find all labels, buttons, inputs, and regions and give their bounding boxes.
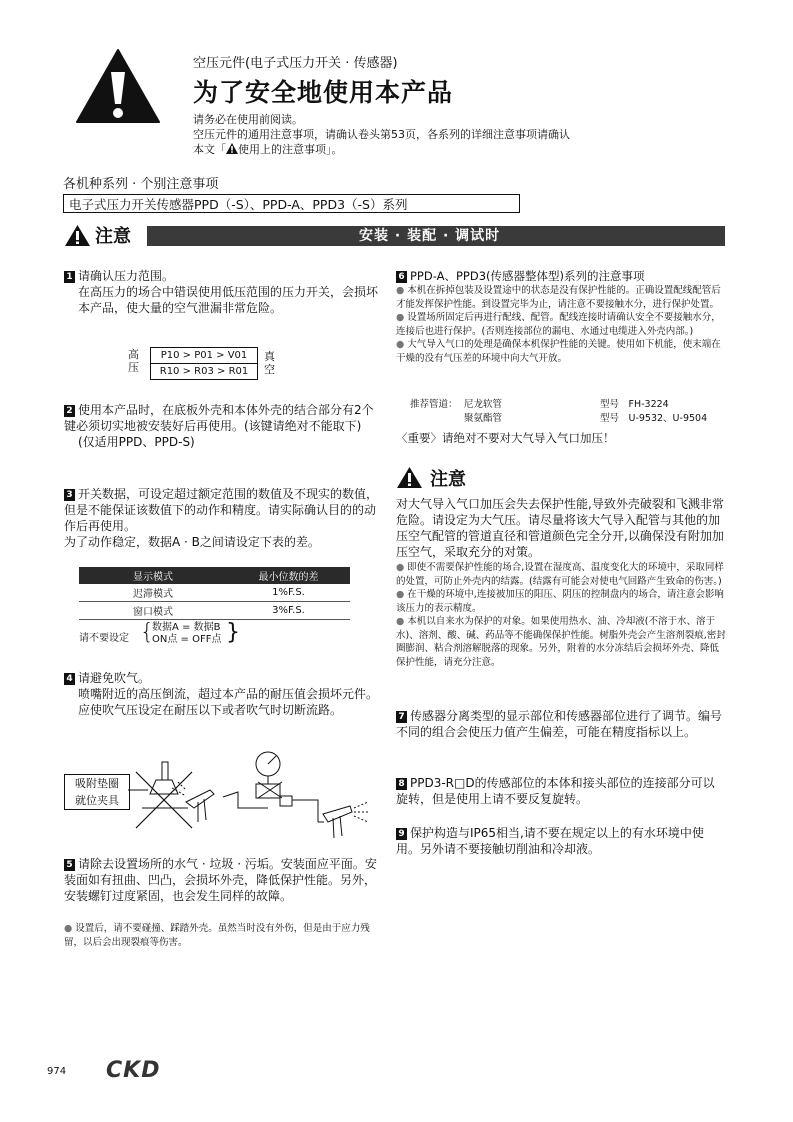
setting-values — [152, 622, 221, 646]
table-header-cell: 显示模式 — [133, 572, 173, 583]
item-9-body: 保护构造与IP65相当,请不要在规定以上的有水环境中使用。另外请不要接触切削油和冷却液。 — [396, 826, 704, 856]
important-note: 〈重要〉请绝对不要对大气导入气口加压！ — [396, 431, 615, 445]
item-6-bullet-1 — [396, 284, 726, 311]
table-cell: 1%F.S. — [272, 587, 305, 598]
item-8-number: 8 — [396, 778, 407, 790]
header-line1: 请务必在使用前阅读。 — [193, 113, 303, 126]
item-8 — [396, 775, 726, 807]
item-1-body: 在高压力的场合中错误使用低压范围的压力开关，会损坏本产品，使大量的空气泄漏非常危险。 — [78, 285, 379, 315]
item-9-number: 9 — [396, 828, 407, 840]
bullet-icon: ● — [396, 312, 405, 323]
header-line3a: 本文「 — [193, 143, 226, 156]
brand-logo: CKD — [106, 1058, 161, 1083]
item-1-left-label: 高压 — [128, 348, 139, 374]
bullet-icon: ● — [396, 285, 405, 296]
item-1 — [64, 268, 380, 316]
rec2-model: 型号 U-9532、U-9504 — [600, 413, 708, 424]
bullet-icon: ● — [396, 589, 405, 600]
setting-label: 请不要设定 — [79, 633, 129, 644]
figure-label-1: 吸附垫圈 — [75, 777, 119, 790]
table-row — [79, 584, 350, 602]
item-1-head: 请确认压力范围。 — [78, 269, 175, 283]
display-mode-table — [79, 567, 350, 620]
setting-2: ON点 = OFF点 — [152, 634, 222, 645]
table-row — [79, 602, 350, 620]
bullet-icon: ● — [396, 339, 405, 350]
item-2-number: 2 — [64, 405, 75, 417]
item-6 — [396, 268, 726, 284]
warning-triangle-icon — [75, 48, 161, 124]
item-1-number: 1 — [64, 271, 75, 283]
caution-label: 注意 — [95, 226, 131, 247]
header-line3 — [193, 142, 343, 157]
item-6-number: 6 — [396, 271, 407, 283]
rec2-name: 聚氨酯管 — [464, 413, 503, 424]
item-6-bullet-2 — [396, 311, 726, 338]
caution-icon — [64, 224, 91, 247]
brace-right-icon: } — [226, 620, 240, 645]
item-5-note — [64, 922, 380, 949]
caution-2-bullet-3 — [396, 615, 726, 669]
section-banner-title: 安装 · 装配 · 调试时 — [359, 228, 501, 244]
item-9 — [396, 825, 726, 857]
section-banner — [147, 226, 725, 246]
series-heading: 各机种系列 · 个别注意事项 — [63, 177, 219, 192]
item-6-b3: 大气导入气口的处理是确保本机保护性能的关键。使用如下机能，使末端在干燥的没有气压差的环境中向大气开放。 — [396, 339, 721, 364]
figure-label-2: 就位夹具 — [75, 794, 119, 807]
page-number: 974 — [47, 1066, 67, 1077]
rec1-name: 尼龙软管 — [464, 399, 503, 410]
item-2-body: 使用本产品时，在底板外壳和本体外壳的结合部分有2个键必须切实地被安装好后再使用。(该键请绝对不能取下) — [64, 403, 374, 433]
setting-1: 数据A = 数据B — [152, 622, 221, 633]
pressure-row-1: P10 > P01 > V01 — [151, 348, 257, 364]
item-5-body: 请除去设置场所的水气 · 垃圾 · 污垢。安装面应平面。安装面如有扭曲、凹凸，会损坏外壳，降低保护性能。另外，安装螺钉过度紧固，也会发生同样的故障。 — [64, 857, 377, 903]
caution-2-b1: 即使不需要保护性能的场合,设置在湿度高、温度变化大的环境中，采取同样的处置，可防止外壳内的结露。(结露有可能会对使电气回路产生致命的伤害。) — [396, 562, 724, 587]
item-6-b1: 本机在拆掉包装及设置途中的状态是没有保护性能的。正确设置配线配管后才能发挥保护性能。到设置完毕为止，请注意不要接触水分，进行保护处置。 — [396, 285, 721, 310]
bullet-icon: ● — [396, 616, 405, 627]
bullet-icon: ● — [64, 923, 73, 934]
item-6-head: PPD-A、PPD3(传感器整体型)系列的注意事项 — [410, 269, 645, 283]
caution-2-title: 注意 — [430, 469, 466, 490]
caution-2-b3: 本机以自来水为保护的对象。如果使用热水、油、冷却液(不溶于水、溶于水)、溶剂、酸、碱、药品等不能确保保护性能。树脂外壳会产生溶剂裂痕,密封圈膨润、粘合剂溶解脱落的现象。另外，附着的水分冻结后会损坏外壳、降低保护性能，请充分注意。 — [396, 616, 726, 668]
caution-2-body: 对大气导入气口加压会失去保护性能,导致外壳破裂和飞溅非常危险。请设定为大气压。请尽量将该大气导入配管与其他的加压空气配管的管道直径和管道颜色完全分开,以确保没有附加加压空气，采取充分的对策。 — [396, 497, 724, 559]
page-title: 为了安全地使用本产品 — [193, 78, 454, 107]
item-7-body: 传感器分离类型的显示部位和传感器部位进行了调节。编号不同的组合会使压力值产生偏差，可能在精度指标以上。 — [396, 709, 723, 739]
small-warning-icon — [226, 143, 238, 154]
caution-2-bullets — [396, 561, 726, 669]
table-header-row — [79, 567, 350, 584]
item-4 — [64, 670, 380, 718]
item-3 — [64, 486, 380, 550]
item-4-number: 4 — [64, 673, 75, 685]
rec-label: 推荐管道： — [410, 399, 458, 410]
table-header-cell: 最小位数的差 — [258, 572, 319, 583]
table-cell: 3%F.S. — [272, 605, 305, 616]
header-category: 空压元件(电子式压力开关 · 传感器) — [193, 56, 398, 71]
item-6-bullet-3 — [396, 338, 726, 365]
series-name: 电子式压力开关传感器PPD（-S）、PPD-A、PPD3（-S）系列 — [63, 194, 520, 213]
table-cell: 迟滞模式 — [133, 589, 173, 600]
caution-2-b2: 在干燥的环境中,连接被加压的阳压、阴压的控制盘内的场合，请注意会影响该压力的表示精度。 — [396, 589, 724, 614]
caution-2-bullet-2 — [396, 588, 726, 615]
item-5 — [64, 856, 380, 904]
item-4-head: 请避免吹气。 — [78, 671, 151, 685]
item-4-body: 喷嘴附近的高压倒流，超过本产品的耐压值会损坏元件。应使吹气压设定在耐压以下或者吹气时切断流路。 — [78, 687, 379, 717]
figure-label-box — [64, 774, 130, 810]
brace-left-icon: { — [140, 620, 154, 645]
item-5-note-text: 设置后，请不要碰撞、踩踏外壳。虽然当时没有外伤，但是由于应力残留，以后会出现裂痕等伤害。 — [64, 923, 370, 948]
item-1-right-label: 真空 — [264, 350, 275, 376]
item-5-number: 5 — [64, 859, 75, 871]
item-2 — [64, 402, 380, 450]
item-7 — [396, 708, 726, 740]
item-3-body: 开关数据，可设定超过额定范围的数值及不现实的数值，但是不能保证该数值下的动作和精度。请实际确认目的的动作后再使用。 — [64, 487, 379, 533]
item-2-note: (仅适用PPD、PPD-S) — [78, 435, 195, 449]
air-blow-figure — [128, 742, 378, 842]
header-line2: 空压元件的通用注意事项，请确认卷头第53页，各系列的详细注意事项请确认 — [193, 128, 570, 141]
item-3-number: 3 — [64, 489, 75, 501]
item-3-body2: 为了动作稳定，数据A · B之间请设定下表的差。 — [64, 535, 320, 549]
item-7-number: 7 — [396, 711, 407, 723]
caution-2-bullet-1 — [396, 561, 726, 588]
table-cell: 窗口模式 — [133, 607, 173, 618]
item-8-body: PPD3-R□D的传感部位的本体和接头部位的连接部分可以旋转，但是使用上请不要反复旋转。 — [396, 776, 715, 806]
header-line3b: 使用上的注意事项」。 — [238, 143, 343, 156]
caution-icon — [396, 466, 423, 489]
item-6-bullets — [396, 284, 726, 365]
rec1-model: 型号 FH-3224 — [600, 399, 669, 410]
bullet-icon: ● — [396, 562, 405, 573]
pressure-range-box — [150, 347, 258, 380]
pressure-row-2: R10 > R03 > R01 — [159, 366, 249, 377]
item-6-b2: 设置场所固定后再进行配线、配管。配线连接时请确认安全不要接触水分，连接后也进行保护。(否则连接部位的漏电、水通过电缆进入外壳内部。) — [396, 312, 721, 337]
